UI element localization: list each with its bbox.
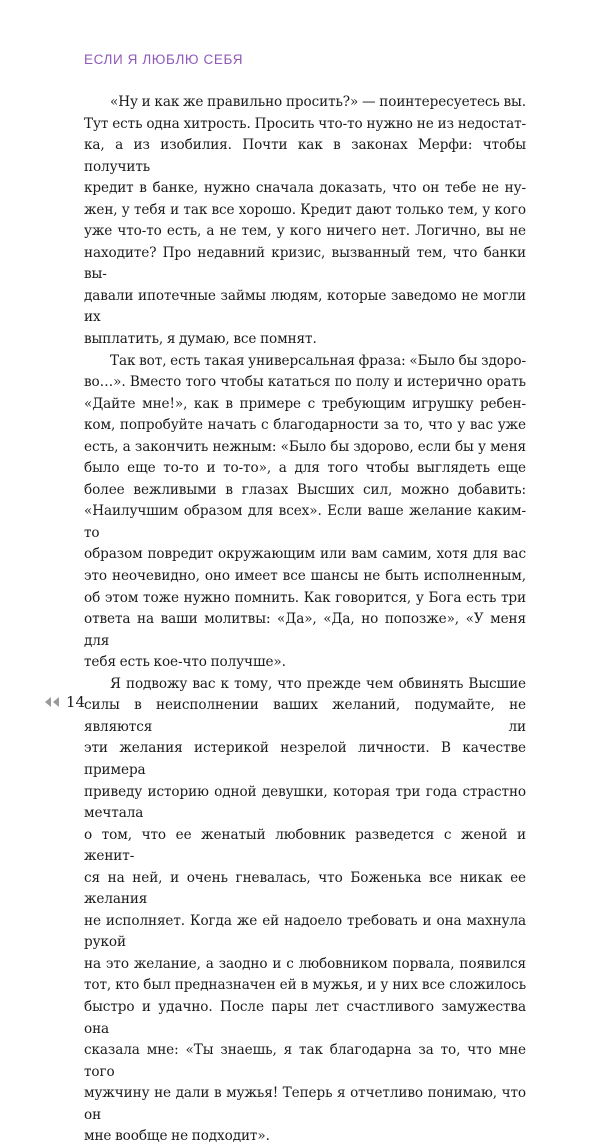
text-line: мне вообще не подходит».	[84, 1128, 270, 1145]
text-line: ка, а из изобилия. Почти как в законах Мерфи: чтобы получить	[84, 137, 526, 175]
text-line: тебя есть кое-что получше».	[84, 654, 286, 671]
double-chevron-left-icon	[44, 696, 60, 708]
text-line: Тут есть одна хитрость. Просить что-то нужно не из недостат-	[84, 115, 526, 132]
text-line: Так вот, есть такая универсальная фраза: «Было бы здоро-	[110, 352, 526, 369]
text-line: ком, попробуйте начать с благодарности за то, что у вас уже	[84, 417, 526, 434]
text-line: об этом тоже нужно помнить. Как говорится, у Бога есть три	[84, 589, 526, 606]
text-line: выплатить, я думаю, все помнят.	[84, 331, 317, 348]
text-line: быстро и удачно. После пары лет счастливого замужества она	[84, 998, 526, 1037]
text-line: на это желание, а заодно и с любовником порвала, появился	[84, 955, 526, 972]
paragraph-3	[84, 674, 526, 1148]
text-line: мужчину не дали в мужья! Теперь я отчетливо понимаю, что он	[84, 1085, 526, 1123]
text-line: это неочевидно, оно имеет все шансы не быть исполненным,	[84, 568, 526, 585]
text-line: эти желания истерикой незрелой личности. В качестве примера	[84, 740, 526, 778]
text-line: было еще то-то и то-то», а для того чтобы выглядеть еще	[84, 460, 526, 477]
body-text	[84, 92, 526, 1148]
text-line: тот, кто был предназначен ей в мужья, и у них все сложилось	[84, 977, 526, 994]
text-line: сказала мне: «Ты знаешь, я так благодарна за то, что мне того	[84, 1042, 526, 1080]
text-line: силы в неисполнении ваших желаний, подумайте, не являются ли	[84, 697, 526, 735]
text-line: «Дайте мне!», как в примере с требующим игрушку ребен-	[84, 395, 526, 412]
text-line: «Наилучшим образом для всех». Если ваше желание каким-то	[84, 503, 526, 541]
text-line: ответа на ваши молитвы: «Да», «Да, но попозже», «У меня для	[84, 611, 526, 649]
text-line: более вежливыми в глазах Высших сил, можно добавить:	[84, 481, 526, 498]
text-line: образом повредит окружающим или вам самим, хотя для вас	[84, 546, 526, 563]
text-line: во…». Вместо того чтобы кататься по полу и истерично орать	[84, 374, 526, 391]
running-head: ЕСЛИ Я ЛЮБЛЮ СЕБЯ	[84, 52, 244, 67]
text-line: приведу историю одной девушки, которая три года страстно мечтала	[84, 783, 526, 822]
text-line: находите? Про недавний кризис, вызванный тем, что банки вы-	[84, 244, 526, 283]
text-line: не исполняет. Когда же ей надоело требовать и она махнула рукой	[84, 912, 526, 951]
text-line: есть, а закончить нежным: «Было бы здорово, если бы у меня	[84, 438, 526, 455]
text-line: кредит в банке, нужно сначала доказать, что он тебе не ну-	[84, 180, 526, 197]
folio	[44, 693, 85, 711]
page-number: 14	[66, 693, 86, 711]
text-line: уже что-то есть, а не тем, у кого ничего нет. Логично, вы не	[84, 223, 526, 240]
text-line: жен, у тебя и так все хорошо. Кредит дают только тем, у кого	[84, 201, 526, 218]
text-line: о том, что ее женатый любовник разведется с женой и женит-	[84, 826, 526, 865]
text-line: давали ипотечные займы людям, которые заведомо не могли их	[84, 287, 526, 326]
text-line: ся на ней, и очень гневалась, что Боженька все никак ее желания	[84, 869, 526, 908]
paragraph-2	[84, 351, 526, 674]
text-line: «Ну и как же правильно просить?» — поинтересуетесь вы.	[110, 94, 526, 110]
text-line: Я подвожу вас к тому, что прежде чем обвинять Высшие	[110, 675, 526, 692]
paragraph-1	[84, 92, 526, 351]
